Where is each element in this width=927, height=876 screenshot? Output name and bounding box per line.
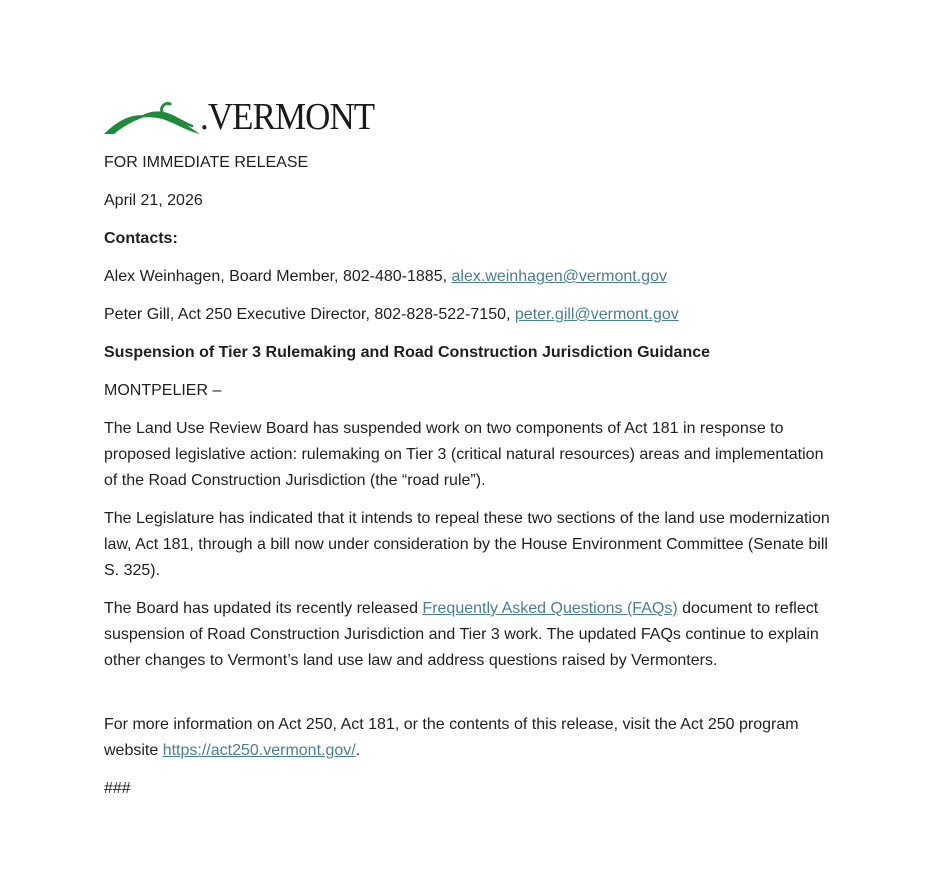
paragraph-4 bbox=[104, 712, 834, 764]
end-mark: ### bbox=[104, 780, 131, 797]
contact-peter bbox=[104, 302, 834, 328]
release-dateline: MONTPELIER – bbox=[104, 382, 222, 399]
vermont-logo bbox=[104, 98, 834, 136]
press-release bbox=[104, 98, 834, 802]
paragraph-3 bbox=[104, 596, 834, 674]
paragraph-3-text-before: The Board has updated its recently released bbox=[104, 600, 423, 617]
spacer bbox=[104, 674, 834, 712]
contact-alex-text: Alex Weinhagen, Board Member, 802-480-1885, bbox=[104, 268, 452, 285]
contact-peter-text: Peter Gill, Act 250 Executive Director, 802-828-522-7150, bbox=[104, 306, 515, 323]
release-date: April 21, 2026 bbox=[104, 192, 203, 209]
paragraph-4-text-after: . bbox=[355, 742, 361, 759]
act250-website-link[interactable]: https://act250.vermont.gov/ bbox=[162, 742, 356, 759]
contacts-heading: Contacts: bbox=[104, 230, 178, 247]
release-label: FOR IMMEDIATE RELEASE bbox=[104, 154, 309, 171]
paragraph-1: The Land Use Review Board has suspended work on two components of Act 181 in response to proposed legislative action: rulemaking on Tier 3 (critical natural resources) areas and implementation of the Road Construction Jurisdiction (the “road rule”). bbox=[104, 420, 824, 489]
contact-peter-email-link[interactable]: peter.gill@vermont.gov bbox=[514, 306, 679, 323]
contact-alex-email-link[interactable]: alex.weinhagen@vermont.gov bbox=[451, 268, 667, 285]
mountain-logo-icon bbox=[104, 100, 204, 136]
logo-wordmark: .VERMONT bbox=[200, 96, 375, 138]
contact-alex bbox=[104, 264, 834, 290]
release-headline: Suspension of Tier 3 Rulemaking and Road Construction Jurisdiction Guidance bbox=[104, 344, 711, 361]
faq-document-link[interactable]: Frequently Asked Questions (FAQs) bbox=[422, 600, 678, 617]
paragraph-4-text-before: For more information on Act 250, Act 181, or the contents of this release, visit the Act 250 program website bbox=[104, 716, 799, 759]
paragraph-3-text-after: document to reflect suspension of Road Construction Jurisdiction and Tier 3 work. The updated FAQs continue to explain other changes to Vermont’s land use law and address questions raised by Vermonters. bbox=[104, 600, 819, 669]
paragraph-2: The Legislature has indicated that it intends to repeal these two sections of the land use modernization law, Act 181, through a bill now under consideration by the House Environment Committee (Senate bill S. 325). bbox=[104, 510, 830, 579]
